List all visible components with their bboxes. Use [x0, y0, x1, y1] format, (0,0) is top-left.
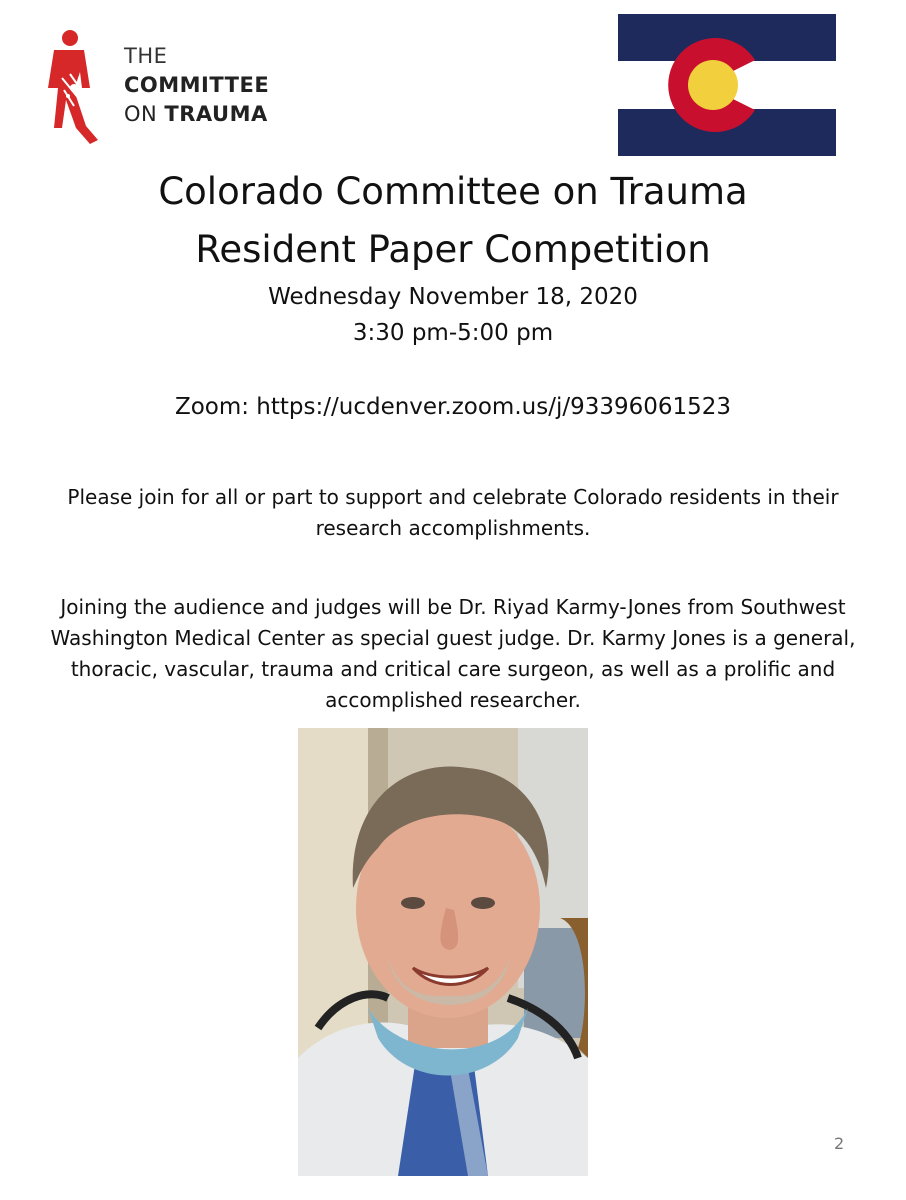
guest-judge-photo — [298, 728, 588, 1176]
logo-line-on-trauma — [124, 100, 269, 129]
page-title-line2: Resident Paper Competition — [195, 228, 711, 271]
event-time: 3:30 pm-5:00 pm — [352, 320, 554, 346]
logo-on: ON — [124, 102, 165, 126]
logo-trauma: TRAUMA — [164, 102, 268, 126]
invite-paragraph: Please join for all or part to support and celebrate Colorado residents in their research accomplishments. — [67, 485, 839, 540]
page-number: 2 — [834, 1134, 845, 1153]
logo-line-committee: COMMITTEE — [124, 73, 270, 97]
guest-judge-paragraph: Joining the audience and judges will be Dr. Riyad Karmy-Jones from Southwest Washington Medical Center as special guest judge. Dr. Karmy Jones is a general, thoracic, vascular, trauma and critical care surgeon, as well as a prolific and accomplished researcher. — [50, 595, 856, 712]
committee-on-trauma-logo — [40, 28, 300, 148]
event-date: Wednesday November 18, 2020 — [268, 284, 638, 310]
trauma-figure-icon — [40, 28, 112, 148]
zoom-link[interactable]: Zoom: https://ucdenver.zoom.us/j/93396061523 — [174, 394, 732, 420]
logo-wordmark — [124, 42, 269, 129]
colorado-flag-icon — [618, 14, 836, 156]
page-title-line1: Colorado Committee on Trauma — [158, 170, 748, 213]
logo-line-the: THE — [124, 44, 168, 68]
